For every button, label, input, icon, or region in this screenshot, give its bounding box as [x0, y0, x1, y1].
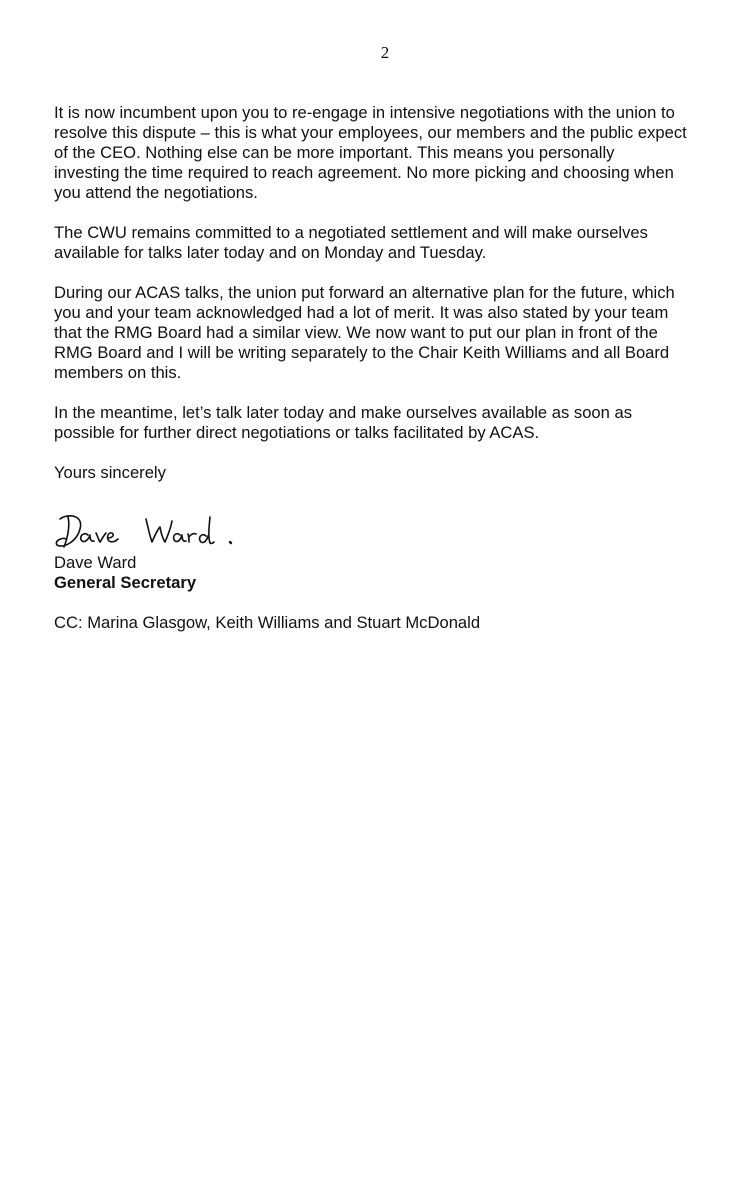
text-line: you attend the negotiations.	[54, 183, 258, 202]
handwritten-signature	[54, 509, 254, 553]
text-line: The CWU remains committed to a negotiated settlement and will make ourselves	[54, 223, 648, 242]
text-line: members on this.	[54, 363, 182, 382]
paragraph-4	[54, 403, 714, 443]
text-line: of the CEO. Nothing else can be more important. This means you personally	[54, 143, 615, 162]
text-line: resolve this dispute – this is what your employees, our members and the public expect	[54, 123, 687, 142]
text-line: that the RMG Board had a similar view. We now want to put our plan in front of the	[54, 323, 658, 342]
text-line: you and your team acknowledged had a lot of merit. It was also stated by your team	[54, 303, 669, 322]
signer-title: General Secretary	[54, 573, 197, 592]
cc-line: CC: Marina Glasgow, Keith Williams and Stuart McDonald	[54, 613, 481, 632]
closing-salutation: Yours sincerely	[54, 463, 166, 482]
text-line: In the meantime, let’s talk later today and make ourselves available as soon as	[54, 403, 633, 422]
text-line: available for talks later today and on Monday and Tuesday.	[54, 243, 487, 262]
paragraph-3	[54, 283, 714, 383]
text-line: During our ACAS talks, the union put forward an alternative plan for the future, which	[54, 283, 675, 302]
page-number: 2	[380, 43, 390, 62]
signer-name: Dave Ward	[54, 553, 137, 572]
text-line: RMG Board and I will be writing separately to the Chair Keith Williams and all Board	[54, 343, 670, 362]
text-line: It is now incumbent upon you to re-engage in intensive negotiations with the union to	[54, 103, 675, 122]
paragraph-2	[54, 223, 714, 263]
text-line: investing the time required to reach agreement. No more picking and choosing when	[54, 163, 674, 182]
letter-body	[54, 103, 714, 650]
paragraph-1	[54, 103, 714, 203]
text-line: possible for further direct negotiations or talks facilitated by ACAS.	[54, 423, 540, 442]
